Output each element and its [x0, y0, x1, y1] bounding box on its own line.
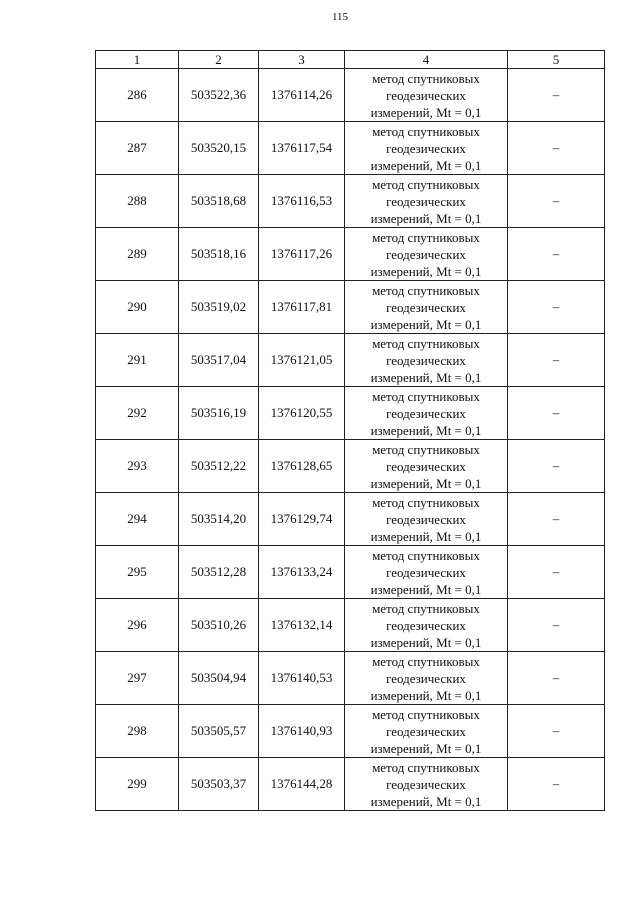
- method-line: измерений, Mt = 0,1: [370, 740, 482, 756]
- method-line: метод спутниковых: [372, 123, 480, 139]
- method-cell: [345, 334, 508, 387]
- method-cell: [345, 705, 508, 758]
- x-coordinate-cell: 503518,16: [179, 228, 259, 281]
- column-header-5: 5: [508, 51, 605, 69]
- x-coordinate-cell: 503512,22: [179, 440, 259, 493]
- table-row: [96, 175, 605, 228]
- y-coordinate-cell: 1376128,65: [259, 440, 345, 493]
- method-cell: [345, 652, 508, 705]
- method-line: геодезических: [386, 511, 466, 527]
- method-cell: [345, 69, 508, 122]
- table-row: [96, 69, 605, 122]
- y-coordinate-cell: 1376117,26: [259, 228, 345, 281]
- x-coordinate-cell: 503520,15: [179, 122, 259, 175]
- method-line: геодезических: [386, 246, 466, 262]
- point-number-cell: 290: [96, 281, 179, 334]
- method-line: геодезических: [386, 617, 466, 633]
- point-number-cell: 288: [96, 175, 179, 228]
- note-cell: –: [508, 122, 605, 175]
- method-line: измерений, Mt = 0,1: [370, 157, 482, 173]
- method-cell: [345, 122, 508, 175]
- point-number-cell: 295: [96, 546, 179, 599]
- point-number-cell: 293: [96, 440, 179, 493]
- table-row: [96, 758, 605, 811]
- y-coordinate-cell: 1376121,05: [259, 334, 345, 387]
- method-line: геодезических: [386, 193, 466, 209]
- method-line: измерений, Mt = 0,1: [370, 634, 482, 650]
- method-cell: [345, 758, 508, 811]
- x-coordinate-cell: 503519,02: [179, 281, 259, 334]
- method-line: геодезических: [386, 140, 466, 156]
- method-line: метод спутниковых: [372, 176, 480, 192]
- y-coordinate-cell: 1376120,55: [259, 387, 345, 440]
- method-line: измерений, Mt = 0,1: [370, 581, 482, 597]
- method-line: измерений, Mt = 0,1: [370, 263, 482, 279]
- x-coordinate-cell: 503504,94: [179, 652, 259, 705]
- y-coordinate-cell: 1376132,14: [259, 599, 345, 652]
- note-cell: –: [508, 758, 605, 811]
- method-line: метод спутниковых: [372, 388, 480, 404]
- method-cell: [345, 387, 508, 440]
- x-coordinate-cell: 503503,37: [179, 758, 259, 811]
- table-row: [96, 493, 605, 546]
- method-line: измерений, Mt = 0,1: [370, 793, 482, 809]
- y-coordinate-cell: 1376129,74: [259, 493, 345, 546]
- y-coordinate-cell: 1376133,24: [259, 546, 345, 599]
- method-line: измерений, Mt = 0,1: [370, 475, 482, 491]
- method-cell: [345, 281, 508, 334]
- coordinates-table: [95, 50, 605, 811]
- x-coordinate-cell: 503517,04: [179, 334, 259, 387]
- method-line: метод спутниковых: [372, 70, 480, 86]
- method-line: метод спутниковых: [372, 759, 480, 775]
- table-header-row: [96, 51, 605, 69]
- point-number-cell: 299: [96, 758, 179, 811]
- table-row: [96, 334, 605, 387]
- method-line: измерений, Mt = 0,1: [370, 369, 482, 385]
- column-header-2: 2: [179, 51, 259, 69]
- table-row: [96, 546, 605, 599]
- method-line: измерений, Mt = 0,1: [370, 316, 482, 332]
- note-cell: –: [508, 228, 605, 281]
- method-line: измерений, Mt = 0,1: [370, 210, 482, 226]
- method-cell: [345, 228, 508, 281]
- method-line: геодезических: [386, 564, 466, 580]
- point-number-cell: 292: [96, 387, 179, 440]
- y-coordinate-cell: 1376140,93: [259, 705, 345, 758]
- x-coordinate-cell: 503518,68: [179, 175, 259, 228]
- table-row: [96, 281, 605, 334]
- note-cell: –: [508, 281, 605, 334]
- method-line: метод спутниковых: [372, 653, 480, 669]
- method-cell: [345, 546, 508, 599]
- point-number-cell: 289: [96, 228, 179, 281]
- method-line: метод спутниковых: [372, 441, 480, 457]
- table-row: [96, 387, 605, 440]
- note-cell: –: [508, 334, 605, 387]
- table-row: [96, 599, 605, 652]
- x-coordinate-cell: 503510,26: [179, 599, 259, 652]
- method-line: геодезических: [386, 723, 466, 739]
- method-line: метод спутниковых: [372, 600, 480, 616]
- method-line: геодезических: [386, 405, 466, 421]
- method-line: геодезических: [386, 670, 466, 686]
- method-cell: [345, 493, 508, 546]
- method-cell: [345, 440, 508, 493]
- method-line: метод спутниковых: [372, 706, 480, 722]
- method-line: метод спутниковых: [372, 229, 480, 245]
- x-coordinate-cell: 503512,28: [179, 546, 259, 599]
- y-coordinate-cell: 1376144,28: [259, 758, 345, 811]
- note-cell: –: [508, 546, 605, 599]
- y-coordinate-cell: 1376140,53: [259, 652, 345, 705]
- point-number-cell: 294: [96, 493, 179, 546]
- point-number-cell: 286: [96, 69, 179, 122]
- note-cell: –: [508, 175, 605, 228]
- method-line: метод спутниковых: [372, 494, 480, 510]
- column-header-4: 4: [345, 51, 508, 69]
- table-row: [96, 705, 605, 758]
- table-row: [96, 440, 605, 493]
- point-number-cell: 287: [96, 122, 179, 175]
- point-number-cell: 296: [96, 599, 179, 652]
- note-cell: –: [508, 440, 605, 493]
- note-cell: –: [508, 387, 605, 440]
- method-line: геодезических: [386, 352, 466, 368]
- point-number-cell: 298: [96, 705, 179, 758]
- note-cell: –: [508, 599, 605, 652]
- x-coordinate-cell: 503514,20: [179, 493, 259, 546]
- point-number-cell: 297: [96, 652, 179, 705]
- x-coordinate-cell: 503505,57: [179, 705, 259, 758]
- note-cell: –: [508, 652, 605, 705]
- method-line: измерений, Mt = 0,1: [370, 422, 482, 438]
- method-line: метод спутниковых: [372, 282, 480, 298]
- column-header-1: 1: [96, 51, 179, 69]
- method-line: измерений, Mt = 0,1: [370, 528, 482, 544]
- table-row: [96, 652, 605, 705]
- method-cell: [345, 175, 508, 228]
- method-line: геодезических: [386, 458, 466, 474]
- method-line: геодезических: [386, 299, 466, 315]
- table-row: [96, 122, 605, 175]
- y-coordinate-cell: 1376114,26: [259, 69, 345, 122]
- x-coordinate-cell: 503516,19: [179, 387, 259, 440]
- method-line: метод спутниковых: [372, 335, 480, 351]
- method-line: геодезических: [386, 776, 466, 792]
- method-line: измерений, Mt = 0,1: [370, 104, 482, 120]
- note-cell: –: [508, 705, 605, 758]
- method-line: измерений, Mt = 0,1: [370, 687, 482, 703]
- table-row: [96, 228, 605, 281]
- y-coordinate-cell: 1376117,81: [259, 281, 345, 334]
- y-coordinate-cell: 1376117,54: [259, 122, 345, 175]
- page-number: 115: [331, 11, 349, 23]
- note-cell: –: [508, 69, 605, 122]
- method-line: геодезических: [386, 87, 466, 103]
- method-cell: [345, 599, 508, 652]
- y-coordinate-cell: 1376116,53: [259, 175, 345, 228]
- method-line: метод спутниковых: [372, 547, 480, 563]
- column-header-3: 3: [259, 51, 345, 69]
- point-number-cell: 291: [96, 334, 179, 387]
- note-cell: –: [508, 493, 605, 546]
- x-coordinate-cell: 503522,36: [179, 69, 259, 122]
